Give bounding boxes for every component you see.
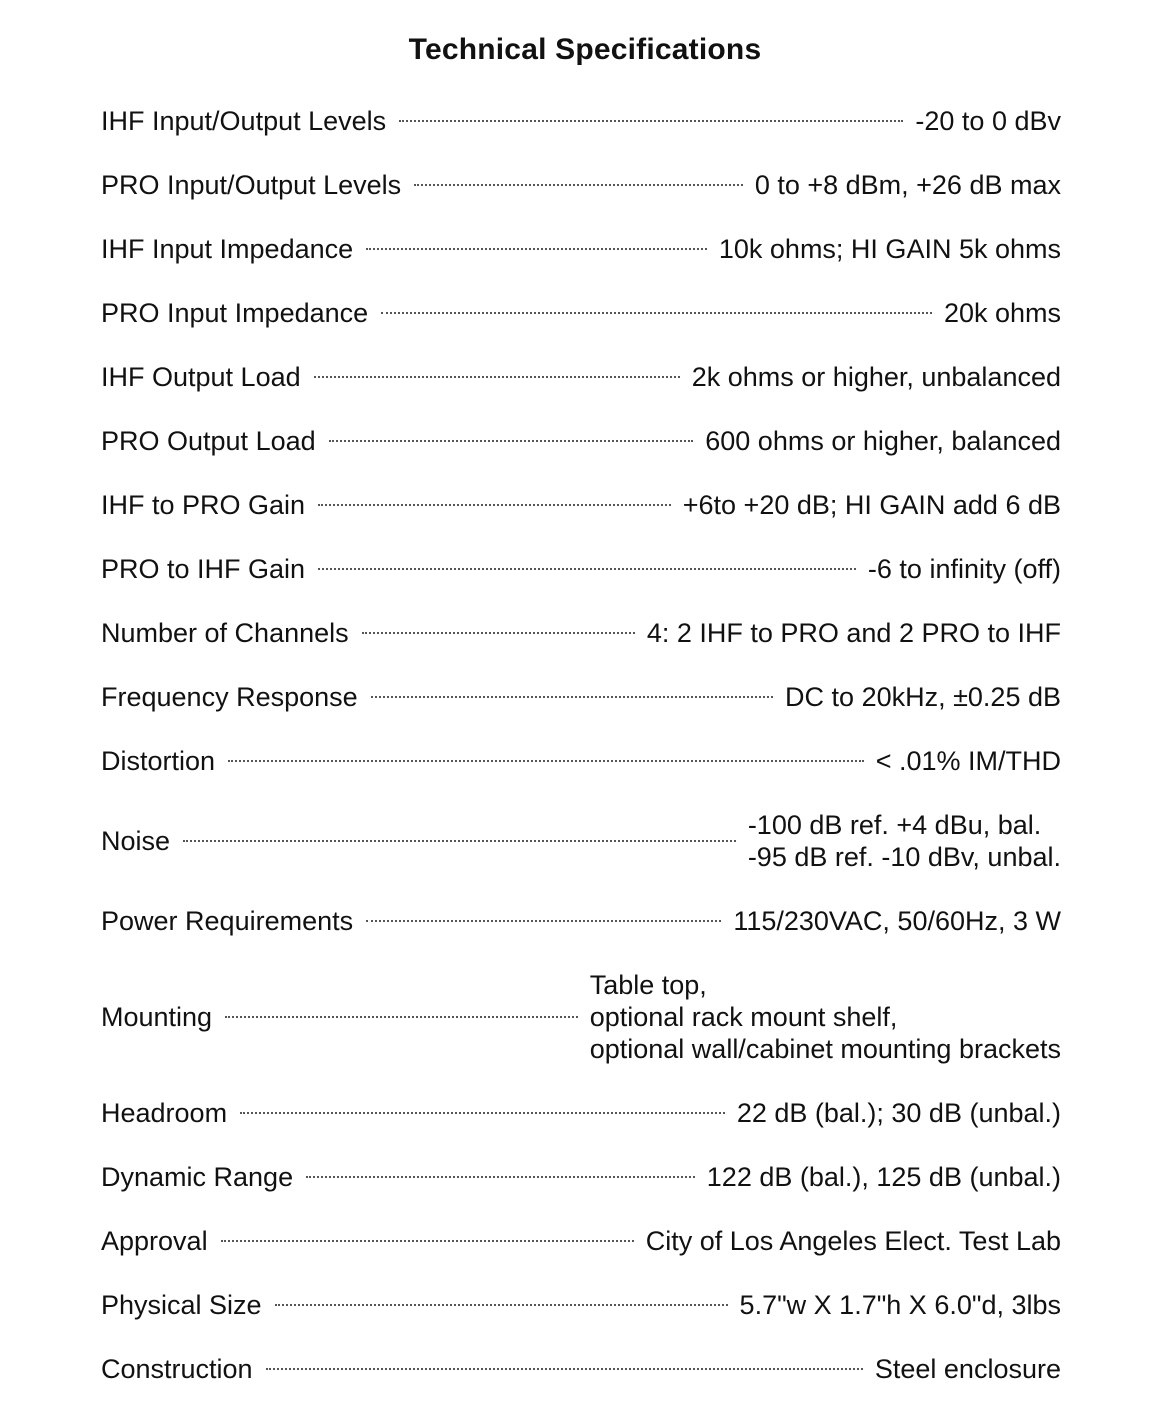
spec-label: Physical Size: [101, 1290, 262, 1320]
spec-label: PRO Input/Output Levels: [101, 170, 402, 200]
spec-value-line: 2k ohms or higher, unbalanced: [691, 362, 1061, 392]
spec-value-line: 115/230VAC, 50/60Hz, 3 W: [733, 906, 1061, 936]
spec-value-line: < .01% IM/THD: [875, 746, 1061, 776]
spec-row: [101, 1353, 1061, 1385]
spec-value: [646, 1225, 1061, 1257]
spec-row: [101, 361, 1061, 393]
dotted-leader: [183, 840, 736, 842]
dotted-leader: [362, 632, 635, 634]
spec-label: Mounting: [101, 1002, 213, 1032]
spec-label: Headroom: [101, 1098, 228, 1128]
spec-row: [101, 425, 1061, 457]
spec-value-line: optional wall/cabinet mounting brackets: [589, 1034, 1061, 1064]
spec-value: [755, 169, 1061, 201]
spec-value-line: 122 dB (bal.), 125 dB (unbal.): [706, 1162, 1061, 1192]
spec-label: Dynamic Range: [101, 1162, 294, 1192]
dotted-leader: [329, 440, 694, 442]
spec-value: [719, 233, 1061, 265]
spec-value-line: DC to 20kHz, ±0.25 dB: [785, 682, 1061, 712]
spec-label: PRO Output Load: [101, 426, 316, 456]
spec-row: [101, 489, 1061, 521]
spec-label: IHF Input/Output Levels: [101, 106, 387, 136]
spec-value-line: 4: 2 IHF to PRO and 2 PRO to IHF: [646, 618, 1061, 648]
spec-value-line: 22 dB (bal.); 30 dB (unbal.): [736, 1098, 1061, 1128]
spec-value: [740, 1289, 1061, 1321]
dotted-leader: [240, 1112, 725, 1114]
spec-value: [868, 553, 1061, 585]
spec-row: [101, 617, 1061, 649]
spec-value-line: 10k ohms; HI GAIN 5k ohms: [718, 234, 1061, 264]
spec-value: [737, 1097, 1061, 1129]
dotted-leader: [306, 1176, 695, 1178]
spec-row: [101, 297, 1061, 329]
spec-value: [915, 105, 1061, 137]
spec-row: [101, 553, 1061, 585]
spec-value-line: optional rack mount shelf,: [589, 1002, 898, 1032]
spec-row: [101, 809, 1061, 873]
dotted-leader: [366, 248, 707, 250]
spec-value: [692, 361, 1061, 393]
spec-value-line: 600 ohms or higher, balanced: [705, 426, 1061, 456]
spec-value: [876, 745, 1061, 777]
dotted-leader: [275, 1304, 728, 1306]
spec-label: PRO to IHF Gain: [101, 554, 306, 584]
spec-row: [101, 745, 1061, 777]
spec-value-line: 5.7"w X 1.7"h X 6.0"d, 3lbs: [739, 1290, 1061, 1320]
spec-row: [101, 1225, 1061, 1257]
spec-label: Number of Channels: [101, 618, 349, 648]
spec-label: PRO Input Impedance: [101, 298, 369, 328]
dotted-leader: [225, 1016, 578, 1018]
spec-label: IHF Output Load: [101, 362, 301, 392]
spec-value: [647, 617, 1061, 649]
dotted-leader: [318, 504, 671, 506]
spec-value-line: Steel enclosure: [874, 1354, 1061, 1384]
spec-value: [683, 489, 1061, 521]
spec-value-line: Table top,: [589, 970, 707, 1000]
spec-value-line: 0 to +8 dBm, +26 dB max: [754, 170, 1061, 200]
spec-value-line: 20k ohms: [943, 298, 1061, 328]
dotted-leader: [414, 184, 743, 186]
spec-row: [101, 1097, 1061, 1129]
dotted-leader: [266, 1368, 863, 1370]
spec-row: [101, 1161, 1061, 1193]
spec-label: Construction: [101, 1354, 253, 1384]
spec-label: Approval: [101, 1226, 208, 1256]
spec-value: [590, 969, 1061, 1065]
spec-value-line: City of Los Angeles Elect. Test Lab: [645, 1226, 1061, 1256]
spec-row: [101, 969, 1061, 1065]
spec-value: [785, 681, 1061, 713]
spec-value: [733, 905, 1061, 937]
spec-value: [748, 809, 1061, 873]
spec-row: [101, 681, 1061, 713]
spec-label: Power Requirements: [101, 906, 354, 936]
spec-value-line: -95 dB ref. -10 dBv, unbal.: [747, 842, 1061, 872]
dotted-leader: [228, 760, 864, 762]
dotted-leader: [381, 312, 932, 314]
dotted-leader: [221, 1240, 634, 1242]
spec-label: Frequency Response: [101, 682, 358, 712]
spec-value-line: -100 dB ref. +4 dBu, bal.: [747, 810, 1042, 840]
spec-row: [101, 1289, 1061, 1321]
spec-row: [101, 169, 1061, 201]
spec-value-line: -6 to infinity (off): [867, 554, 1061, 584]
spec-label: IHF to PRO Gain: [101, 490, 306, 520]
spec-label: Distortion: [101, 746, 216, 776]
dotted-leader: [314, 376, 680, 378]
page-title: Technical Specifications: [408, 33, 762, 66]
spec-value: [705, 425, 1061, 457]
dotted-leader: [371, 696, 773, 698]
spec-row: [101, 905, 1061, 937]
spec-label: IHF Input Impedance: [101, 234, 354, 264]
spec-row: [101, 233, 1061, 265]
dotted-leader: [399, 120, 903, 122]
spec-label: Noise: [101, 826, 171, 856]
dotted-leader: [318, 568, 856, 570]
spec-row: [101, 105, 1061, 137]
spec-value: [944, 297, 1061, 329]
spec-value: [707, 1161, 1061, 1193]
spec-value-line: +6to +20 dB; HI GAIN add 6 dB: [682, 490, 1061, 520]
spec-value-line: -20 to 0 dBv: [915, 106, 1061, 136]
spec-value: [875, 1353, 1061, 1385]
dotted-leader: [366, 920, 721, 922]
